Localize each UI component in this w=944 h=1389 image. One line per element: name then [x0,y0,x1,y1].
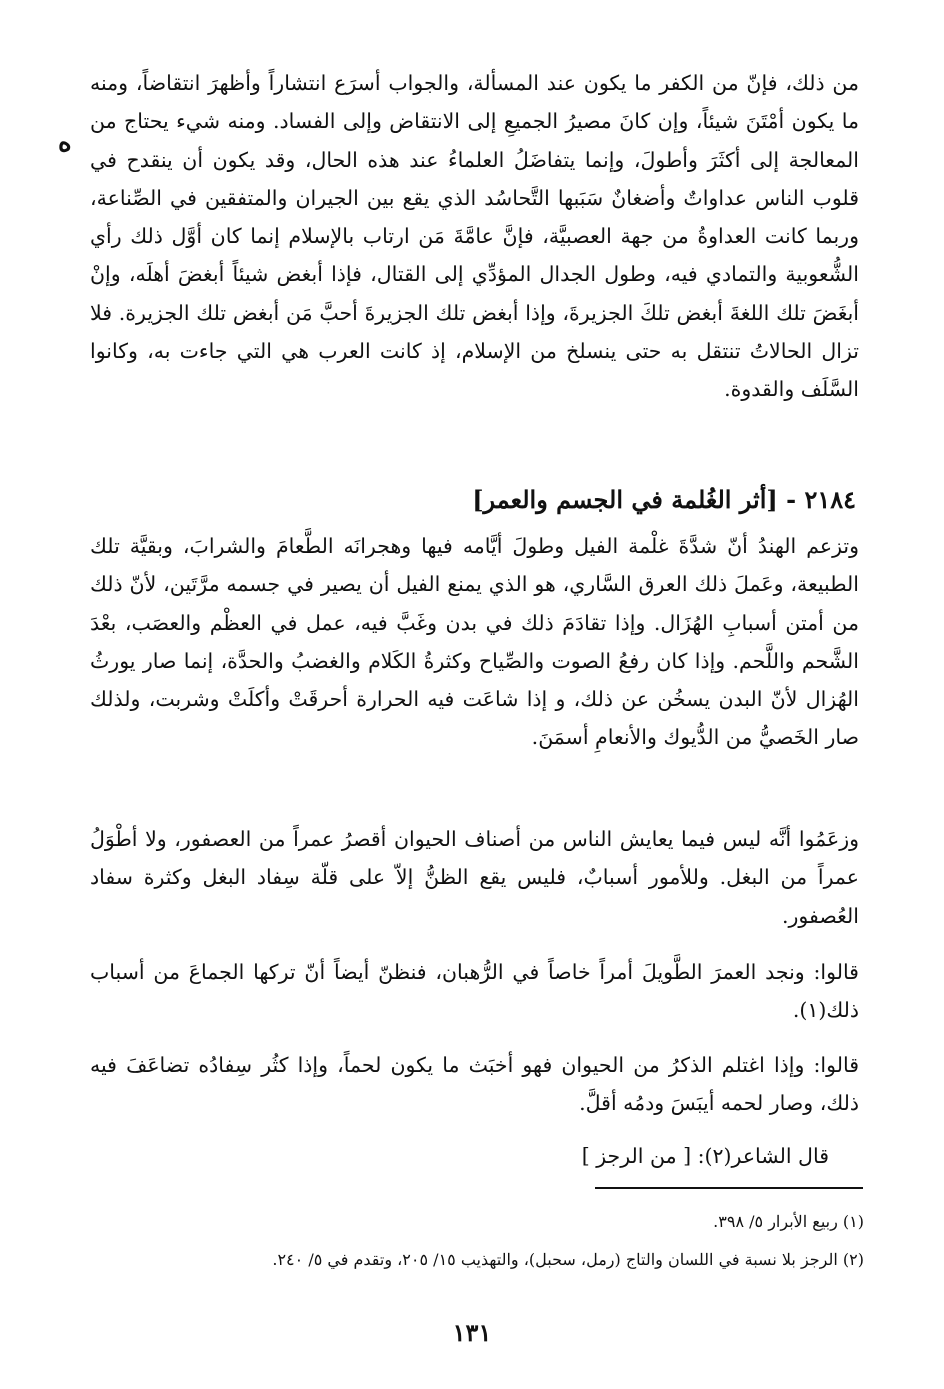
paragraph-2: وتزعم الهندُ أنّ شدَّةَ غلْمة الفيل وطولَ أيَّامه فيها وهجرانَه الطَّعامَ والشرابَ، وبقيَّة تلك الطبيعة، وعَملَ ذلك العرق السَّاري، هو الذي يمنع الفيل أن يصير في جسمه مرَّتَين، لأنّ ذلك من أمتن أسبابِ الهُزَال. وإذا تقادَمَ ذلك في بدن وغَبَّ فيه، عمل في العظْم والعصَب، بعْدَ الشَّحم واللَّحم. وإذا كان رفعُ الصوت والصِّياح وكثرةُ الكَلام والغضبُ والحدَّة، إنما صار يورثُ الهُزال لأنّ البدن يسخُن عن ذلك، و إذا شاعَت فيه الحرارة أحرقَتْ وأكلَتْ وشربت، ولذلك صار الخَصيُّ من الدُّيوك والأنعامِ أسمَنَ. [90,534,859,750]
footnote-2: (٢) الرجز بلا نسبة في اللسان والتاج (رمل، سحبل)، والتهذيب ١٥/ ٢٠٥، وتقدم في ٥/ ٢٤٠. [272,1250,864,1269]
paragraph-block-1 [90,64,859,409]
footnote-separator [595,1187,863,1189]
section-heading: ٢١٨٤ - [أثر الغُلمة في الجسم والعمر] [472,485,856,514]
paragraph-block-6 [90,1137,859,1175]
paragraph-4: قالوا: ونجد العمرَ الطَّويلَ أمراً خاصاً في الرُّهبان، فنظنّ أيضاً أنّ تركها الجماعَ من أسباب ذلك(١). [90,960,859,1023]
paragraph-3: وزعَمُوا أنَّه ليس فيما يعايش الناس من أصناف الحيوان أقصرُ عمراً من العصفور، ولا أطْوَلُ عمراً من البغل. وللأمور أسبابٌ، فليس يقع الظنُّ إلاّ على قلّة سِفاد البغل وكثرة سفاد العُصفور. [90,827,859,928]
footnote-1: (١) ربيع الأبرار ٥/ ٣٩٨. [713,1212,864,1231]
paragraph-block-3 [90,820,859,935]
paragraph-block-5 [90,1046,859,1123]
paragraph-5: قالوا: وإذا اغتلم الذكرُ من الحيوان فهو أخبَث ما يكون لحماً، وإذا كثُر سِفادُه تضاعَفَ فيه ذلك، وصار لحمه أيبَسَ ودمُه أقلَّ. [90,1053,859,1116]
paragraph-6: قال الشاعر(٢): [ من الرجز ] [581,1144,829,1168]
page-number: ١٣١ [452,1318,492,1347]
paragraph-block-4 [90,953,859,1030]
paragraph-1: من ذلك، فإنّ من الكفر ما يكون عند المسألة، والجواب أسرَع انتشاراً وأظهرَ انتقاضاً، ومنه ما يكون أمْتَنَ شيئاً، وإن كانَ مصيرُ الجميعِ إلى الانتقاض وإلى الفساد. ومنه شيء يحتاج من المعالجة إلى أكثَرَ وأطولَ، وإنما يتفاضَلُ العلماءُ عند هذه الحال، وقد يكون أن ينقدح في قلوب الناس عداواتٌ وأضغانٌ سَبَبها التَّحاسُد الذي يقع بين الجيران والمتفقين في الصِّناعة، وربما كانت العداوةُ من جهة العصبيَّة، فإنَّ عامَّةَ مَن ارتاب بالإسلام إنما كان أوَّل ذلك رأي الشُّعوبية والتمادي فيه، وطول الجدال المؤدِّي إلى القتال، فإذا أبغض شيئاً أبغضَ أهلَه، وإنْ أبغَضَ تلك اللغةَ أبغض تلكَ الجزيرةَ، وإذا أبغض تلك الجزيرةَ أحبَّ مَن أبغض تلك الجزيرة. فلا تزال الحالاتُ تنتقل به حتى ينسلخ من الإسلام، إذ كانت العرب هي التي جاءت به، وكانوا السَّلَف والقدوة. [90,71,859,402]
margin-mark: ه [58,128,72,158]
paragraph-block-2 [90,527,859,757]
